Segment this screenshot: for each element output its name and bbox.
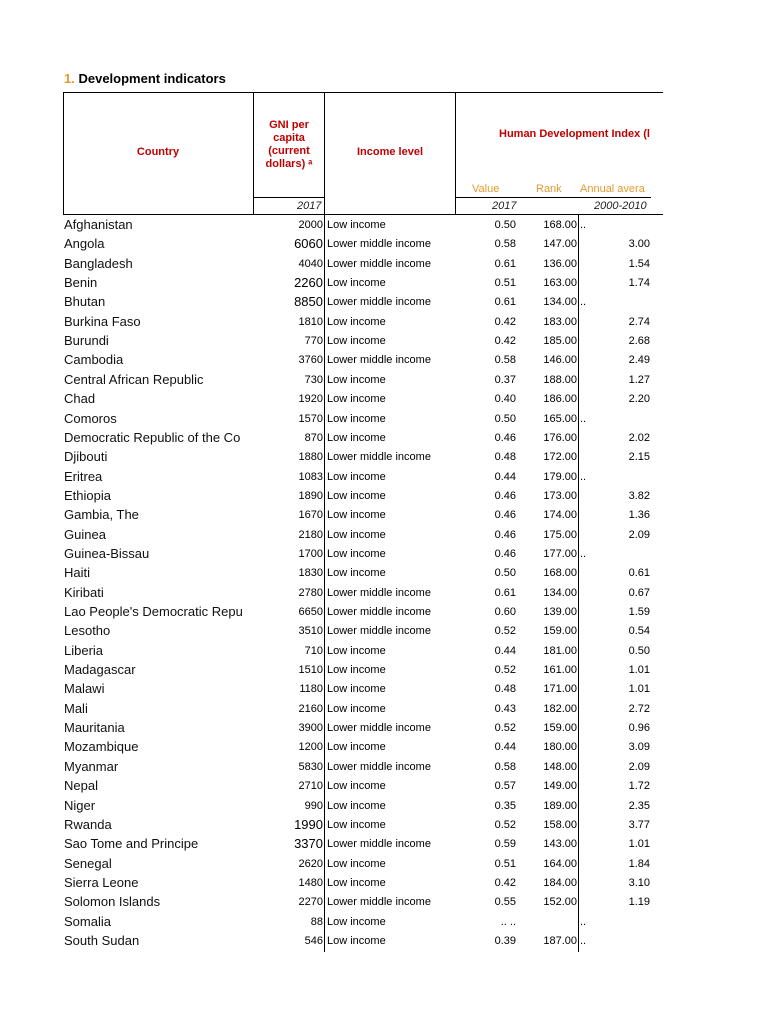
gni-cell: 2180 (298, 528, 323, 541)
hdi-value-cell: 0.58 (494, 238, 516, 251)
table-row (0, 776, 768, 795)
country-cell: Sierra Leone (64, 874, 139, 890)
gni-cell: 3510 (298, 625, 323, 638)
hdi-value-cell: 0.55 (494, 896, 516, 909)
hdi-rank-cell: 164.00 (543, 857, 577, 870)
hdi-avg-cell: 2.15 (628, 451, 650, 464)
income-cell: Low income (327, 431, 386, 444)
country-cell: Myanmar (64, 758, 119, 774)
hdi-rank-cell: 184.00 (543, 876, 577, 889)
table-row (0, 583, 768, 602)
income-cell: Lower middle income (327, 257, 431, 270)
table-row (0, 428, 768, 447)
table-row (0, 292, 768, 311)
hdi-avg-cell: 1.01 (628, 664, 650, 677)
hdi-rank-cell: 163.00 (543, 277, 577, 290)
table-row (0, 854, 768, 873)
hdi-rank-cell: 180.00 (543, 741, 577, 754)
hdi-value-cell: 0.52 (494, 625, 516, 638)
country-cell: Guinea (64, 526, 106, 542)
income-cell: Lower middle income (327, 722, 431, 735)
income-cell: Lower middle income (327, 896, 431, 909)
gni-cell: 1480 (298, 876, 323, 889)
hdi-rank-cell: 168.00 (543, 567, 577, 580)
income-cell: Low income (327, 393, 386, 406)
gni-cell: 2000 (298, 219, 323, 231)
hdi-rank-cell: 152.00 (543, 896, 577, 909)
country-cell: Rwanda (64, 816, 112, 832)
income-cell: Low income (327, 412, 386, 425)
income-header: Income level (356, 146, 424, 158)
hdi-rank-cell: 186.00 (543, 393, 577, 406)
hdi-avg-cell: 3.09 (628, 741, 650, 754)
table-row (0, 796, 768, 815)
income-cell: Low income (327, 702, 386, 715)
table-row (0, 234, 768, 253)
gni-cell: 3760 (298, 354, 323, 367)
table-row (0, 660, 768, 679)
country-cell: Liberia (64, 642, 104, 658)
income-cell: Low income (327, 857, 386, 870)
missing-marker: .. (580, 915, 587, 928)
hdi-rank-cell: 134.00 (543, 586, 577, 599)
country-cell: Mali (64, 700, 88, 716)
table-row (0, 563, 768, 582)
country-cell: Chad (64, 391, 96, 407)
gni-header: GNI per capita (current dollars) ᵃ (265, 119, 313, 170)
table-row (0, 312, 768, 331)
hdi-value-cell: 0.58 (494, 760, 516, 773)
hdi-avg-cell: 0.96 (628, 722, 650, 735)
gni-cell: 2620 (298, 857, 323, 870)
country-cell: Haiti (64, 565, 91, 581)
country-header: Country (136, 146, 180, 158)
hdi-value-cell: 0.46 (494, 431, 516, 444)
gni-cell: 5830 (298, 760, 323, 773)
hdi-value-cell: 0.61 (494, 296, 516, 309)
hdi-rank-cell: 175.00 (543, 528, 577, 541)
income-cell: Low income (327, 799, 386, 812)
table-row (0, 389, 768, 408)
gni-cell: 2780 (298, 586, 323, 599)
hdi-rank-cell: 181.00 (543, 644, 577, 657)
hdi-value-cell: 0.48 (494, 683, 516, 696)
country-cell: Nepal (64, 778, 98, 794)
hdi-avg-cell: 2.35 (628, 799, 650, 812)
hdi-value-cell: 0.46 (494, 489, 516, 502)
table-row (0, 834, 768, 853)
missing-marker: .. (580, 412, 587, 425)
hdi-value-cell: 0.48 (494, 451, 516, 464)
hdi-value-cell: 0.46 (494, 547, 516, 560)
gni-cell: 1700 (298, 547, 323, 560)
hdi-avg-cell: 0.50 (628, 644, 650, 657)
income-cell: Low income (327, 277, 386, 290)
missing-marker: .. (580, 296, 587, 309)
gni-cell: 8850 (294, 294, 323, 310)
hdi-value-cell: 0.61 (494, 257, 516, 270)
country-cell: Cambodia (64, 352, 124, 368)
hdi-avg-cell: 1.01 (628, 838, 650, 851)
gni-cell: 2270 (298, 896, 323, 909)
hdi-avg-cell: 2.68 (628, 335, 650, 348)
income-cell: Low income (327, 219, 386, 231)
country-cell: Democratic Republic of the Co (64, 429, 241, 445)
table-row (0, 486, 768, 505)
section-title-text: Development indicators (78, 71, 226, 86)
gni-cell: 990 (304, 799, 323, 812)
hdi-avg-header: Annual avera (580, 183, 645, 195)
hdi-rank-cell: 139.00 (543, 606, 577, 618)
income-cell: Low income (327, 780, 386, 793)
hdi-avg-cell: 3.77 (628, 818, 650, 831)
hdi-rank-cell: 159.00 (543, 722, 577, 735)
hdi-avg-year: 2000-2010 (594, 200, 647, 212)
hdi-value-cell: 0.44 (494, 644, 516, 657)
country-cell: Burkina Faso (64, 313, 141, 329)
gni-cell: 770 (304, 335, 323, 348)
hdi-avg-cell: 3.10 (628, 876, 650, 889)
country-cell: Senegal (64, 855, 112, 871)
table-row (0, 215, 768, 234)
hdi-avg-cell: 2.20 (628, 393, 650, 406)
hdi-rank-cell: 185.00 (543, 335, 577, 348)
hdi-rank-cell: 161.00 (543, 664, 577, 677)
hdi-avg-cell: 1.01 (628, 683, 650, 696)
gni-cell: 2260 (294, 275, 323, 291)
hdi-avg-cell: 1.27 (628, 373, 650, 386)
hdi-rank-header: Rank (536, 183, 562, 195)
table-row (0, 931, 768, 950)
hdi-rank-cell: 188.00 (543, 373, 577, 386)
gni-cell: 1200 (298, 741, 323, 754)
country-cell: Eritrea (64, 468, 103, 484)
country-cell: Djibouti (64, 449, 108, 465)
hdi-value-cell: 0.58 (494, 354, 516, 367)
hdi-value-year: 2017 (492, 200, 517, 212)
country-cell: Afghanistan (64, 217, 133, 232)
hdi-rank-cell: 189.00 (543, 799, 577, 812)
table-row (0, 679, 768, 698)
table-row (0, 892, 768, 911)
hdi-avg-cell: 3.82 (628, 489, 650, 502)
hdi-rank-cell: 177.00 (543, 547, 577, 560)
hdi-value-cell: 0.50 (494, 412, 516, 425)
country-cell: Central African Republic (64, 371, 204, 387)
table-row (0, 602, 768, 621)
country-cell: Bhutan (64, 294, 106, 310)
hdi-value-cell: 0.61 (494, 586, 516, 599)
table-row (0, 331, 768, 350)
table-row (0, 447, 768, 466)
gni-cell: 1830 (298, 567, 323, 580)
hdi-rank-cell: 143.00 (543, 838, 577, 851)
gni-cell: 870 (304, 431, 323, 444)
table-row (0, 718, 768, 737)
country-cell: Angola (64, 236, 105, 252)
country-cell: Mozambique (64, 739, 139, 755)
hdi-header: Human Development Index (l (499, 128, 650, 140)
income-cell: Low income (327, 470, 386, 483)
gni-cell: 1510 (298, 664, 323, 677)
hdi-value-cell: 0.50 (494, 567, 516, 580)
gni-cell: 6650 (298, 606, 323, 618)
country-cell: Madagascar (64, 662, 136, 678)
income-cell: Low income (327, 489, 386, 502)
table-row (0, 544, 768, 563)
table-row (0, 467, 768, 486)
income-cell: Lower middle income (327, 238, 431, 251)
hdi-avg-cell: 1.84 (628, 857, 650, 870)
gni-cell: 546 (304, 934, 323, 947)
income-cell: Lower middle income (327, 760, 431, 773)
gni-cell: 1880 (298, 451, 323, 464)
hdi-value-cell: 0.59 (494, 838, 516, 851)
gni-cell: 2160 (298, 702, 323, 715)
country-cell: Bangladesh (64, 255, 133, 271)
gni-cell: 1890 (298, 489, 323, 502)
hdi-value-cell: 0.51 (494, 857, 516, 870)
gni-cell: 710 (304, 644, 323, 657)
income-cell: Low income (327, 876, 386, 889)
income-cell: Low income (327, 664, 386, 677)
hdi-avg-cell: 0.54 (628, 625, 650, 638)
hdi-avg-cell: 3.00 (628, 238, 650, 251)
hdi-value-header: Value (472, 183, 500, 195)
hdi-value-cell: 0.43 (494, 702, 516, 715)
country-cell: Ethiopia (64, 487, 111, 503)
hdi-value-cell: 0.42 (494, 315, 516, 328)
hdi-rank-cell: 165.00 (543, 412, 577, 425)
missing-marker: .. (580, 547, 587, 560)
hdi-value-cell: 0.52 (494, 664, 516, 677)
income-cell: Low income (327, 335, 386, 348)
hdi-avg-cell: 2.09 (628, 528, 650, 541)
hdi-rank-cell: 146.00 (543, 354, 577, 367)
income-cell: Lower middle income (327, 606, 431, 618)
section-title (64, 71, 226, 86)
hdi-rank-cell: 174.00 (543, 509, 577, 522)
income-cell: Low income (327, 567, 386, 580)
hdi-rank-cell: 149.00 (543, 780, 577, 793)
hdi-value-cell: 0.52 (494, 818, 516, 831)
table-row (0, 621, 768, 640)
income-cell: Low income (327, 915, 386, 928)
hdi-rank-cell: 134.00 (543, 296, 577, 309)
country-cell: Sao Tome and Principe (64, 836, 199, 852)
hdi-rank-cell: 183.00 (543, 315, 577, 328)
income-cell: Low income (327, 818, 386, 831)
hdi-rank-cell: 182.00 (543, 702, 577, 715)
income-cell: Low income (327, 315, 386, 328)
income-cell: Lower middle income (327, 354, 431, 367)
gni-cell: 730 (304, 373, 323, 386)
hdi-value-cell: 0.42 (494, 876, 516, 889)
table-row (0, 737, 768, 756)
table-row (0, 525, 768, 544)
table-row (0, 873, 768, 892)
table-row (0, 699, 768, 718)
gni-cell: 3370 (294, 836, 323, 852)
table-row (0, 505, 768, 524)
gni-cell: 88 (310, 915, 323, 928)
income-cell: Low income (327, 934, 386, 947)
income-cell: Low income (327, 528, 386, 541)
hdi-value-cell: 0.42 (494, 335, 516, 348)
country-cell: Gambia, The (64, 507, 139, 523)
hdi-avg-cell: 2.74 (628, 315, 650, 328)
hdi-rank-cell: 158.00 (543, 818, 577, 831)
hdi-value-cell: 0.51 (494, 277, 516, 290)
country-cell: Lao People's Democratic Repu (64, 604, 243, 619)
hdi-rank-cell: 173.00 (543, 489, 577, 502)
table-row (0, 409, 768, 428)
country-cell: Guinea-Bissau (64, 545, 150, 561)
hdi-rank-cell: 159.00 (543, 625, 577, 638)
hdi-avg-cell: 2.49 (628, 354, 650, 367)
income-cell: Low income (327, 741, 386, 754)
table-row (0, 273, 768, 292)
hdi-rank-cell: 168.00 (543, 219, 577, 231)
country-cell: South Sudan (64, 932, 140, 948)
hdi-value-cell: 0.57 (494, 780, 516, 793)
hdi-avg-cell: 1.74 (628, 277, 650, 290)
hdi-rank-cell: 148.00 (543, 760, 577, 773)
hdi-value-cell: 0.60 (494, 606, 516, 618)
income-cell: Low income (327, 683, 386, 696)
hdi-rank-cell: 176.00 (543, 431, 577, 444)
table-row (0, 350, 768, 369)
hdi-rank-cell: 147.00 (543, 238, 577, 251)
income-cell: Lower middle income (327, 838, 431, 851)
gni-cell: 1920 (298, 393, 323, 406)
missing-marker: .. (580, 219, 587, 231)
country-cell: Solomon Islands (64, 894, 161, 910)
hdi-value-cell: 0.39 (494, 934, 516, 947)
hdi-value-cell: 0.50 (494, 219, 516, 231)
table-row (0, 370, 768, 389)
hdi-value-cell: .. .. (500, 915, 516, 928)
hdi-value-cell: 0.37 (494, 373, 516, 386)
table-row (0, 815, 768, 834)
income-cell: Lower middle income (327, 451, 431, 464)
hdi-value-cell: 0.46 (494, 509, 516, 522)
hdi-avg-cell: 0.61 (628, 567, 650, 580)
hdi-avg-cell: 2.09 (628, 760, 650, 773)
country-cell: Mauritania (64, 720, 125, 736)
gni-cell: 4040 (298, 257, 323, 270)
hdi-value-cell: 0.44 (494, 741, 516, 754)
gni-cell: 1180 (299, 683, 323, 696)
hdi-rank-cell: 187.00 (543, 934, 577, 947)
gni-cell: 2710 (298, 780, 323, 793)
gni-cell: 1083 (298, 470, 323, 483)
hdi-avg-cell: 1.19 (628, 896, 650, 909)
hdi-value-cell: 0.46 (494, 528, 516, 541)
table-row (0, 912, 768, 931)
hdi-avg-cell: 2.02 (628, 431, 650, 444)
gni-cell: 1990 (294, 816, 323, 832)
gni-year: 2017 (297, 200, 322, 212)
hdi-avg-cell: 1.54 (628, 257, 650, 270)
hdi-rank-cell: 172.00 (543, 451, 577, 464)
hdi-value-cell: 0.35 (494, 799, 516, 812)
income-cell: Lower middle income (327, 625, 431, 638)
country-cell: Somalia (64, 913, 111, 929)
country-cell: Niger (64, 797, 96, 813)
income-cell: Lower middle income (327, 296, 431, 309)
gni-cell: 1570 (298, 412, 323, 425)
income-cell: Low income (327, 547, 386, 560)
country-cell: Lesotho (64, 623, 111, 639)
hdi-rank-cell: 171.00 (543, 683, 577, 696)
hdi-rank-cell: 179.00 (543, 470, 577, 483)
income-cell: Low income (327, 644, 386, 657)
missing-marker: .. (580, 934, 587, 947)
gni-cell: 1670 (298, 509, 323, 522)
country-cell: Benin (64, 275, 98, 291)
gni-cell: 3900 (298, 722, 323, 735)
country-cell: Kiribati (64, 584, 104, 600)
table-row (0, 254, 768, 273)
hdi-value-cell: 0.44 (494, 470, 516, 483)
hdi-avg-cell: 1.59 (628, 606, 650, 618)
hdi-avg-cell: 1.36 (628, 509, 650, 522)
income-cell: Lower middle income (327, 586, 431, 599)
income-cell: Low income (327, 509, 386, 522)
section-number: 1. (64, 71, 75, 86)
hdi-rank-cell: 136.00 (543, 257, 577, 270)
country-cell: Comoros (64, 410, 117, 426)
hdi-value-cell: 0.52 (494, 722, 516, 735)
country-cell: Malawi (64, 681, 105, 697)
table-row (0, 757, 768, 776)
hdi-avg-cell: 0.67 (628, 586, 650, 599)
hdi-avg-cell: 2.72 (628, 702, 650, 715)
table-row (0, 641, 768, 660)
gni-cell: 6060 (294, 236, 323, 252)
missing-marker: .. (580, 470, 587, 483)
income-cell: Low income (327, 373, 386, 386)
hdi-avg-cell: 1.72 (628, 780, 650, 793)
gni-cell: 1810 (298, 315, 323, 328)
country-cell: Burundi (64, 333, 109, 349)
hdi-value-cell: 0.40 (494, 393, 516, 406)
